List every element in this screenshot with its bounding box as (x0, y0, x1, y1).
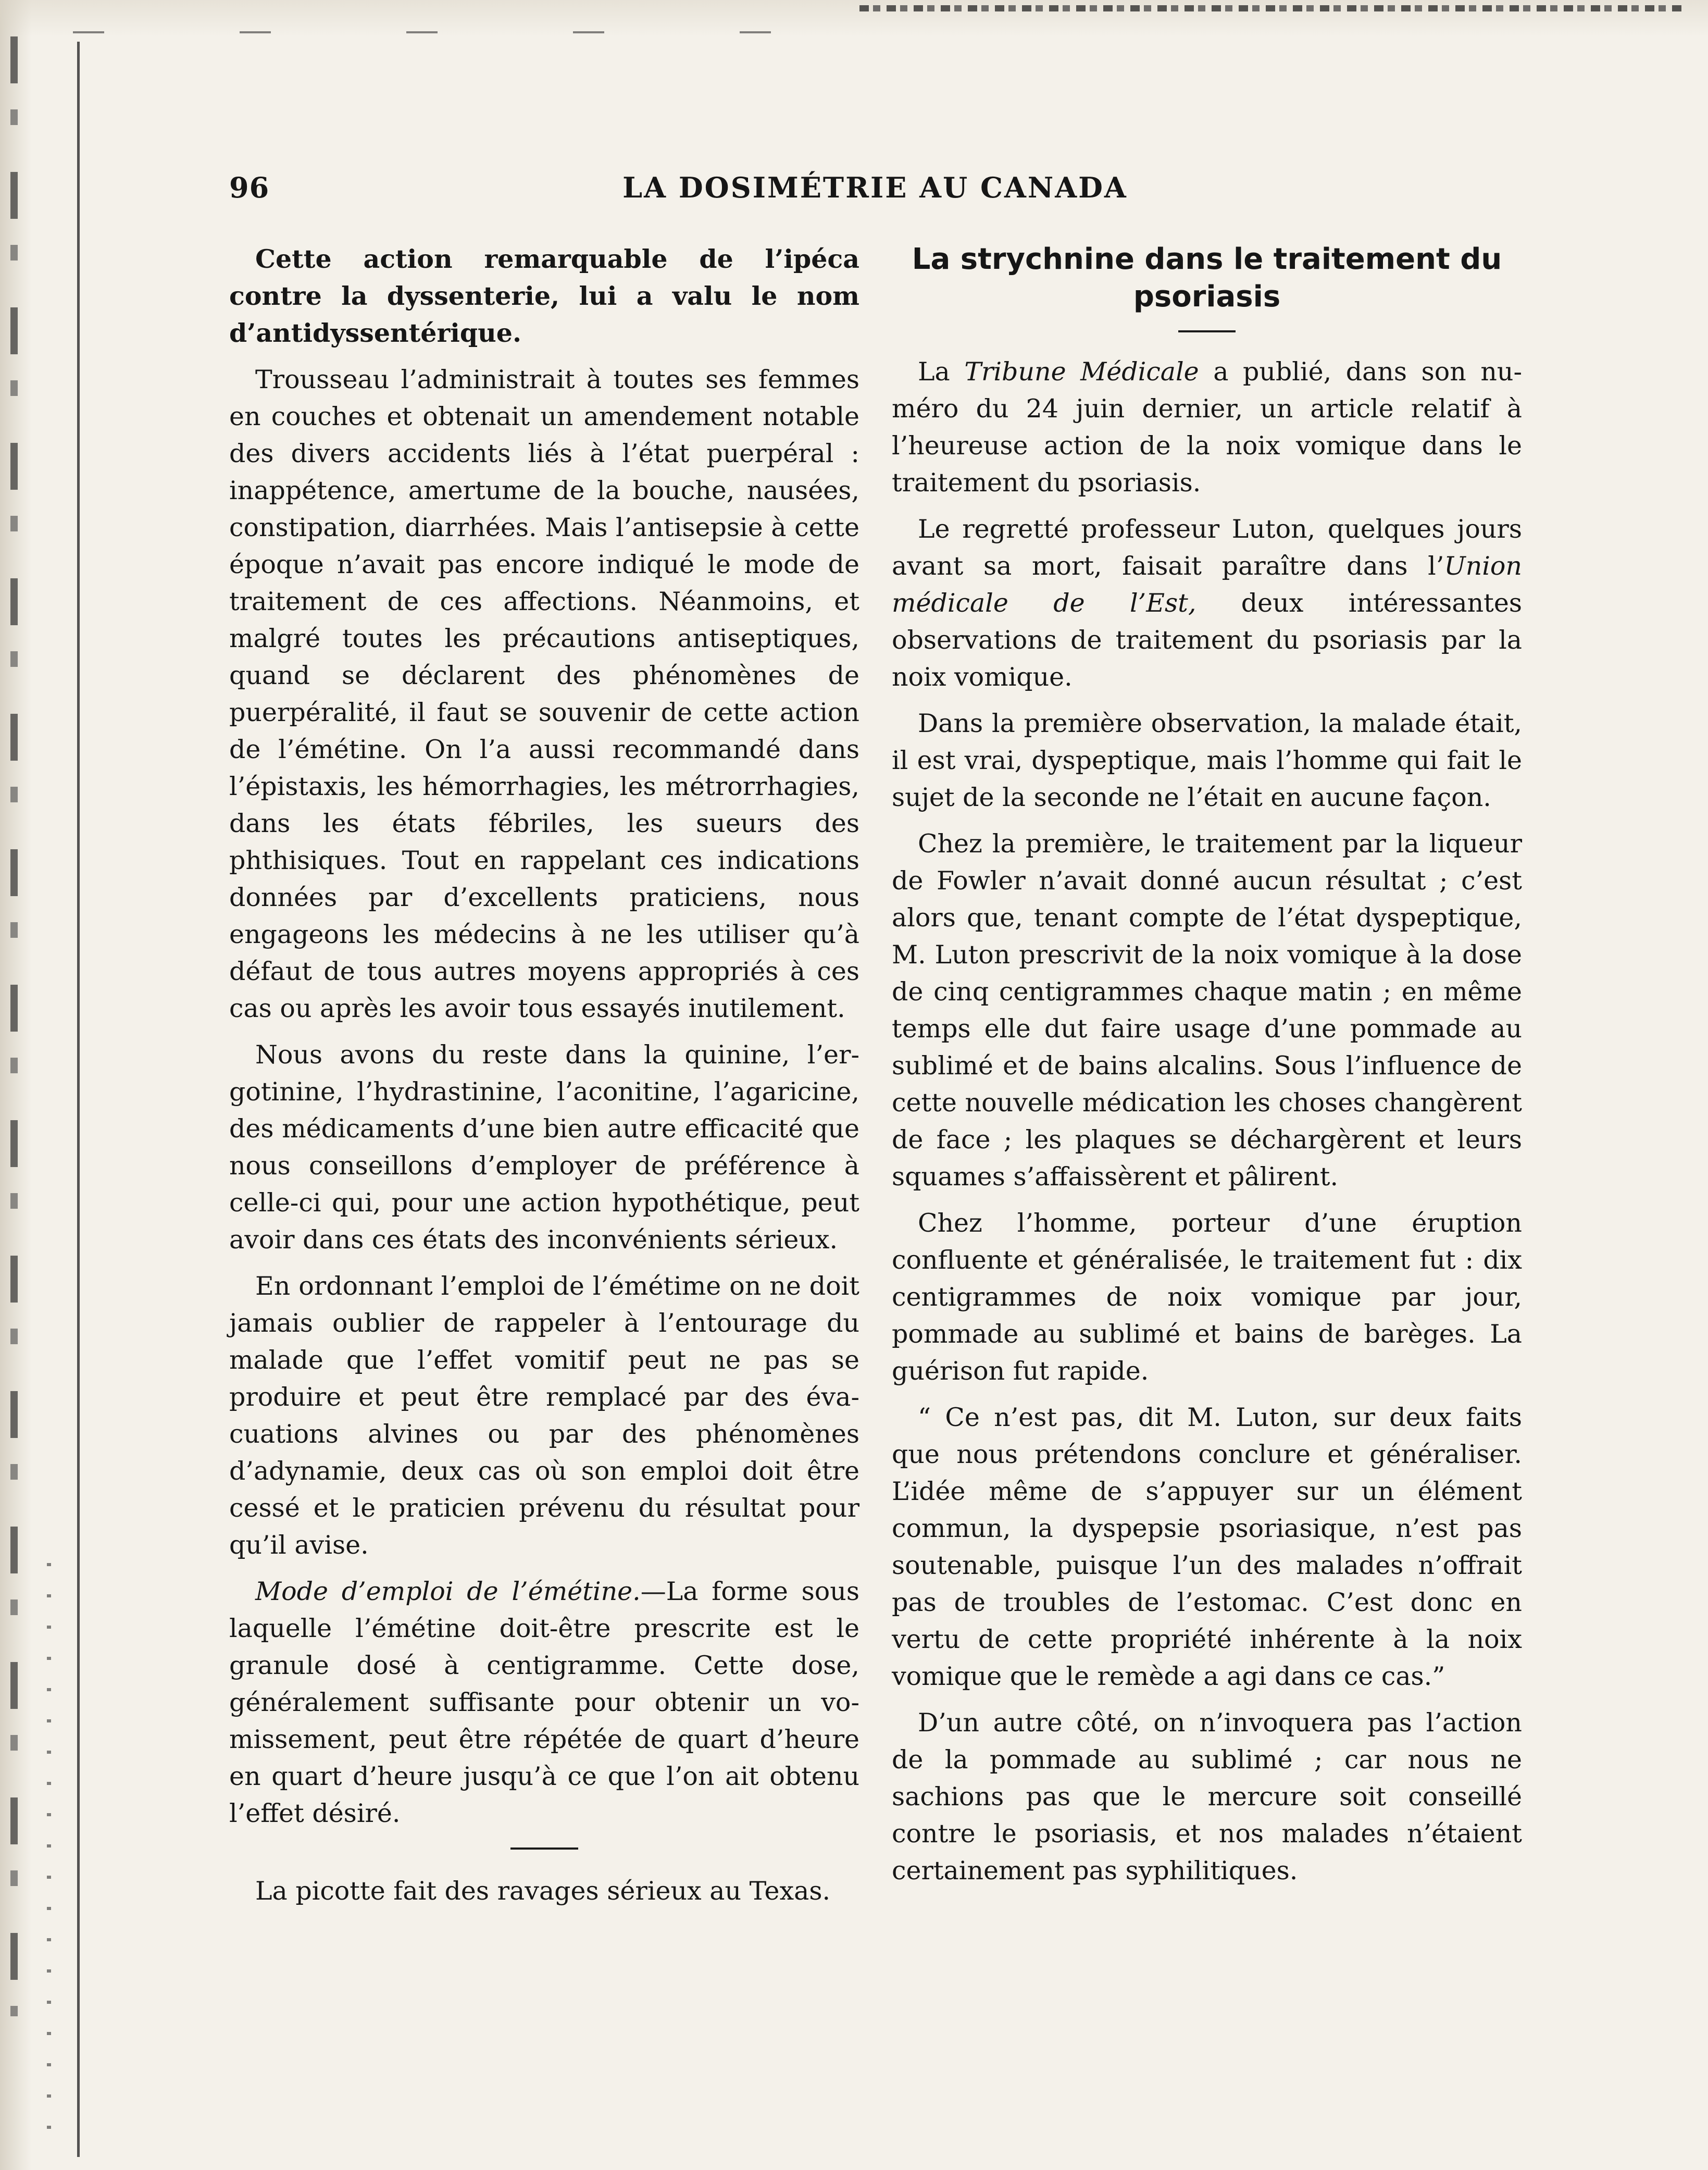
paragraph-text: —La forme sous laquelle l’émétine doit-être prescrite est le granule dosé à centigramme. Cette dose, généralement suffisante pour obtenir un vomissement, peut être répétée de quart d’heure en quart d’heure jusqu’à ce que l’on ait obtenu l’effet désiré. (229, 1577, 860, 1828)
scan-dots (47, 1563, 51, 2136)
journal-name: Tribune Médicale (964, 357, 1199, 387)
title-rule (1178, 330, 1236, 332)
quotation: “ Ce n’est pas, dit M. Luton, sur deux faits que nous prétendons conclure et généraliser. L’idée même de s’appuyer sur un élément commun, la dyspepsie psoriasique, n’est pas soutenable, puisque l’un des malades n’offrait pas de troubles de l’estomac. C’est donc en vertu de cette propriété inhérente à la noix vomique que le remède a agi dans ce cas.” (892, 1403, 1522, 1691)
page-number: 96 (229, 171, 270, 204)
article-title: La strychnine dans le traitement du psoriasis (912, 242, 1502, 314)
journal-name: Union médicale de l’Est, (892, 551, 1522, 618)
separator-rule (510, 1847, 578, 1850)
paragraph: Nous avons du reste dans la quinine, l’ergotinine, l’hydrastinine, l’aconitine, l’agaricine, des médicaments d’une bien autre efficacité que nous conseillons d’employer de préférence à celle-ci qui, pour une action hypothétique, peut avoir dans ces états des inconvénients sérieux. (229, 1040, 859, 1255)
top-scan-rule (859, 5, 1682, 11)
right-column (892, 241, 1522, 1899)
news-item: La picotte fait des ravages sérieux au Texas. (255, 1876, 831, 1906)
paragraph: Chez la première, le traitement par la liqueur de Fowler n’avait donné aucun résultat ; c’est alors que, tenant compte de l’état dyspeptique, M. Luton prescrivit de la noix vomique à la dose de cinq centigrammes chaque matin ; en même temps elle dut faire usage d’une pommade au sublimé et de bains alcalins. Sous l’influence de cette nouvelle médication les choses changèrent de face ; les plaques se déchargèrent et leurs squames s’affaissèrent et pâlirent. (892, 829, 1522, 1192)
left-column (229, 241, 859, 1919)
paragraph: Cette action remarquable de l’ipéca contre la dyssenterie, lui a valu le nom d’antidyssentérique. (229, 244, 859, 348)
paragraph (892, 511, 1522, 696)
top-scan-dashes (73, 31, 854, 33)
section-heading-italic: Mode d’emploi de l’émétine. (255, 1577, 641, 1606)
paragraph (229, 1573, 859, 1832)
paragraph: Chez l’homme, porteur d’une éruption confluente et généralisée, le traitement fut : dix centigrammes de noix vomique par jour, pommade au sublimé et bains de barèges. La guérison fut rapide. (892, 1208, 1522, 1386)
paragraph: Trousseau l’administrait à toutes ses femmes en couches et obtenait un amendement notable des divers accidents liés à l’état puerpéral : inappétence, amertume de la bouche, nausées, constipation, diarrhées. Mais l’antisepsie à cette époque n’avait pas encore indiqué le mode de traitement de ces affections. Néanmoins, et malgré toutes les précautions antiseptiques, quand se déclarent des phénomènes de puerpéralité, il faut se souvenir de cette action de l’émétine. On l’a aussi recommandé dans l’épistaxis, les hémorrhagies, les métrorrhagies, dans les états fébriles, les sueurs des phthisiques. Tout en rappelant ces indications données par d’excellents praticiens, nous engageons les médecins à ne les utiliser qu’à défaut de tous autres moyens appropriés à ces cas ou après les avoir tous essayés inutilement. (229, 365, 859, 1023)
page-header (229, 171, 1521, 213)
page-frame-line (77, 42, 80, 2157)
paragraph-text: a publié, dans son numéro du 24 juin dernier, un article relatif à l’heureuse action de la noix vomique dans le traitement du psoriasis. (892, 357, 1523, 498)
paragraph: Dans la première observation, la malade était, il est vrai, dyspeptique, mais l’homme qui fait le sujet de la seconde ne l’était en aucune façon. (892, 709, 1522, 812)
paragraph-text: deux intéressantes observations de traitement du psoriasis par la noix vomique. (892, 588, 1522, 692)
paragraph: En ordonnant l’emploi de l’émétime on ne doit jamais oublier de rappeler à l’entourage du malade que l’effet vomitif peut ne pas se produire et peut être remplacé par des évacuations alvines ou par des phénomènes d’adynamie, deux cas où son emploi doit être cessé et le praticien prévenu du résultat pour qu’il avise. (229, 1271, 859, 1560)
paragraph (892, 353, 1522, 501)
binding-marks (10, 36, 18, 2016)
paragraph-text: La (918, 357, 965, 387)
running-title: LA DOSIMÉTRIE AU CANADA (622, 171, 1128, 204)
paragraph-text: Le regretté professeur Luton, quelques jours avant sa mort, faisait paraître dans l’ (892, 514, 1522, 581)
paragraph: D’un autre côté, on n’invoquera pas l’action de la pommade au sublimé ; car nous ne sachions pas que le mercure soit conseillé contre le psoriasis, et nos malades n’étaient certainement pas syphilitiques. (892, 1708, 1522, 1886)
